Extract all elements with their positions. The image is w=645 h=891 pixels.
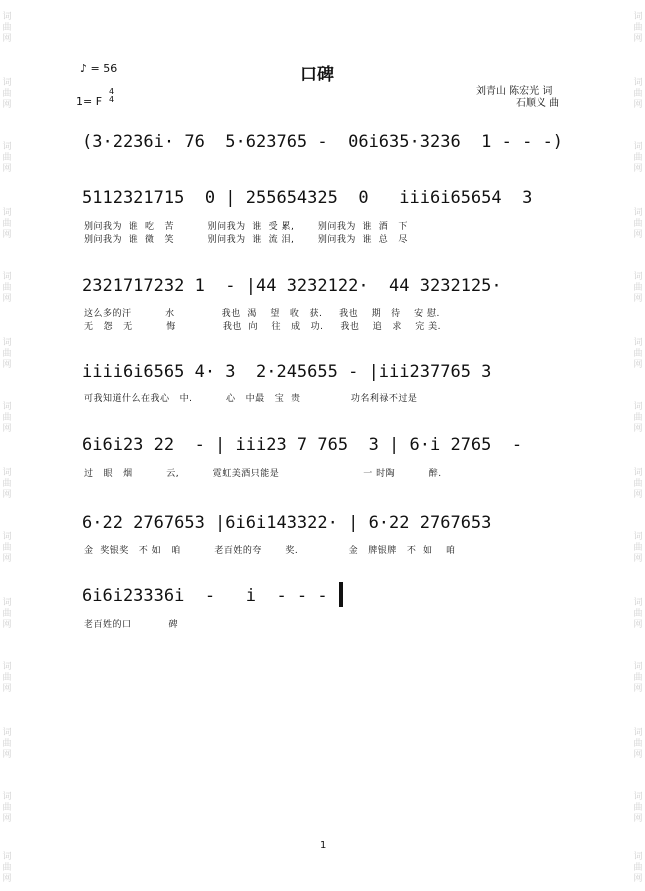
notation-line: 2321717232 1 - |44 3232122· 44 3232125· bbox=[82, 276, 502, 296]
notation-line: (3·2236i· 76 5·623765 - 06i635·3236 1 - - -) bbox=[82, 132, 564, 152]
lyric-line: 可我知道什么在我心 中. 心 中最 宝 贵 功名利禄不过是 bbox=[84, 394, 418, 404]
lyricist-credit: 刘青山 陈宏光 词 bbox=[476, 86, 553, 97]
time-signature-bottom: 4 bbox=[109, 95, 115, 104]
notation-line: 5112321715 0 | 255654325 0 iii6i65654 3 bbox=[82, 188, 533, 208]
time-signature-top: 4 bbox=[109, 87, 115, 96]
lyric-line: 这么多的汗 水 我也 渴 望 收 获. 我也 期 待 安 慰. bbox=[84, 309, 440, 319]
final-barline bbox=[339, 582, 343, 607]
notation-line: 6i6i23336i - i - - - bbox=[82, 586, 328, 606]
lyric-line: 过 眼 烟 云, 霓虹美酒只能是 一 时陶 醉. bbox=[84, 469, 442, 479]
time-signature bbox=[109, 88, 114, 104]
lyric-line: 金 奖银奖 不 如 咱 老百姓的夸 奖. 金 牌银牌 不 如 咱 bbox=[84, 546, 456, 556]
lyric-line: 老百姓的口 碑 bbox=[84, 620, 178, 630]
notation-line: 6i6i23 22 - | iii23 7 765 3 | 6·i 2765 - bbox=[82, 435, 523, 455]
page-number: 1 bbox=[320, 840, 327, 851]
watermark-strip-right: 词曲网 词曲网 词曲网 词曲网 词曲网 词曲网 词曲网 词曲网 词曲网 词曲网 词曲网 词曲网 词曲网 词曲网 bbox=[633, 12, 643, 884]
watermark-strip-left: 词曲网 词曲网 词曲网 词曲网 词曲网 词曲网 词曲网 词曲网 词曲网 词曲网 词曲网 词曲网 词曲网 词曲网 bbox=[2, 12, 12, 884]
notation-line: iiii6i6565 4· 3 2·245655 - |iii237765 3 bbox=[82, 362, 492, 382]
tempo-marking: ♪ = 56 bbox=[80, 62, 118, 75]
lyric-line: 无 怨 无 悔 我也 向 往 成 功. 我也 追 求 完 美. bbox=[84, 322, 442, 332]
page-title: 口碑 bbox=[300, 65, 334, 85]
lyric-line: 别问我为 谁 吃 苦 别问我为 谁 受 累, 别问我为 谁 酒 下 bbox=[84, 222, 408, 232]
credits bbox=[476, 86, 559, 110]
notation-line: 6·22 2767653 |6i6i143322· | 6·22 2767653 bbox=[82, 513, 492, 533]
lyric-line: 别问我为 谁 微 笑 别问我为 谁 流 泪, 别问我为 谁 总 尽 bbox=[84, 235, 408, 245]
key-signature: 1= F bbox=[76, 95, 103, 108]
composer-credit: 石顺义 曲 bbox=[516, 98, 560, 109]
